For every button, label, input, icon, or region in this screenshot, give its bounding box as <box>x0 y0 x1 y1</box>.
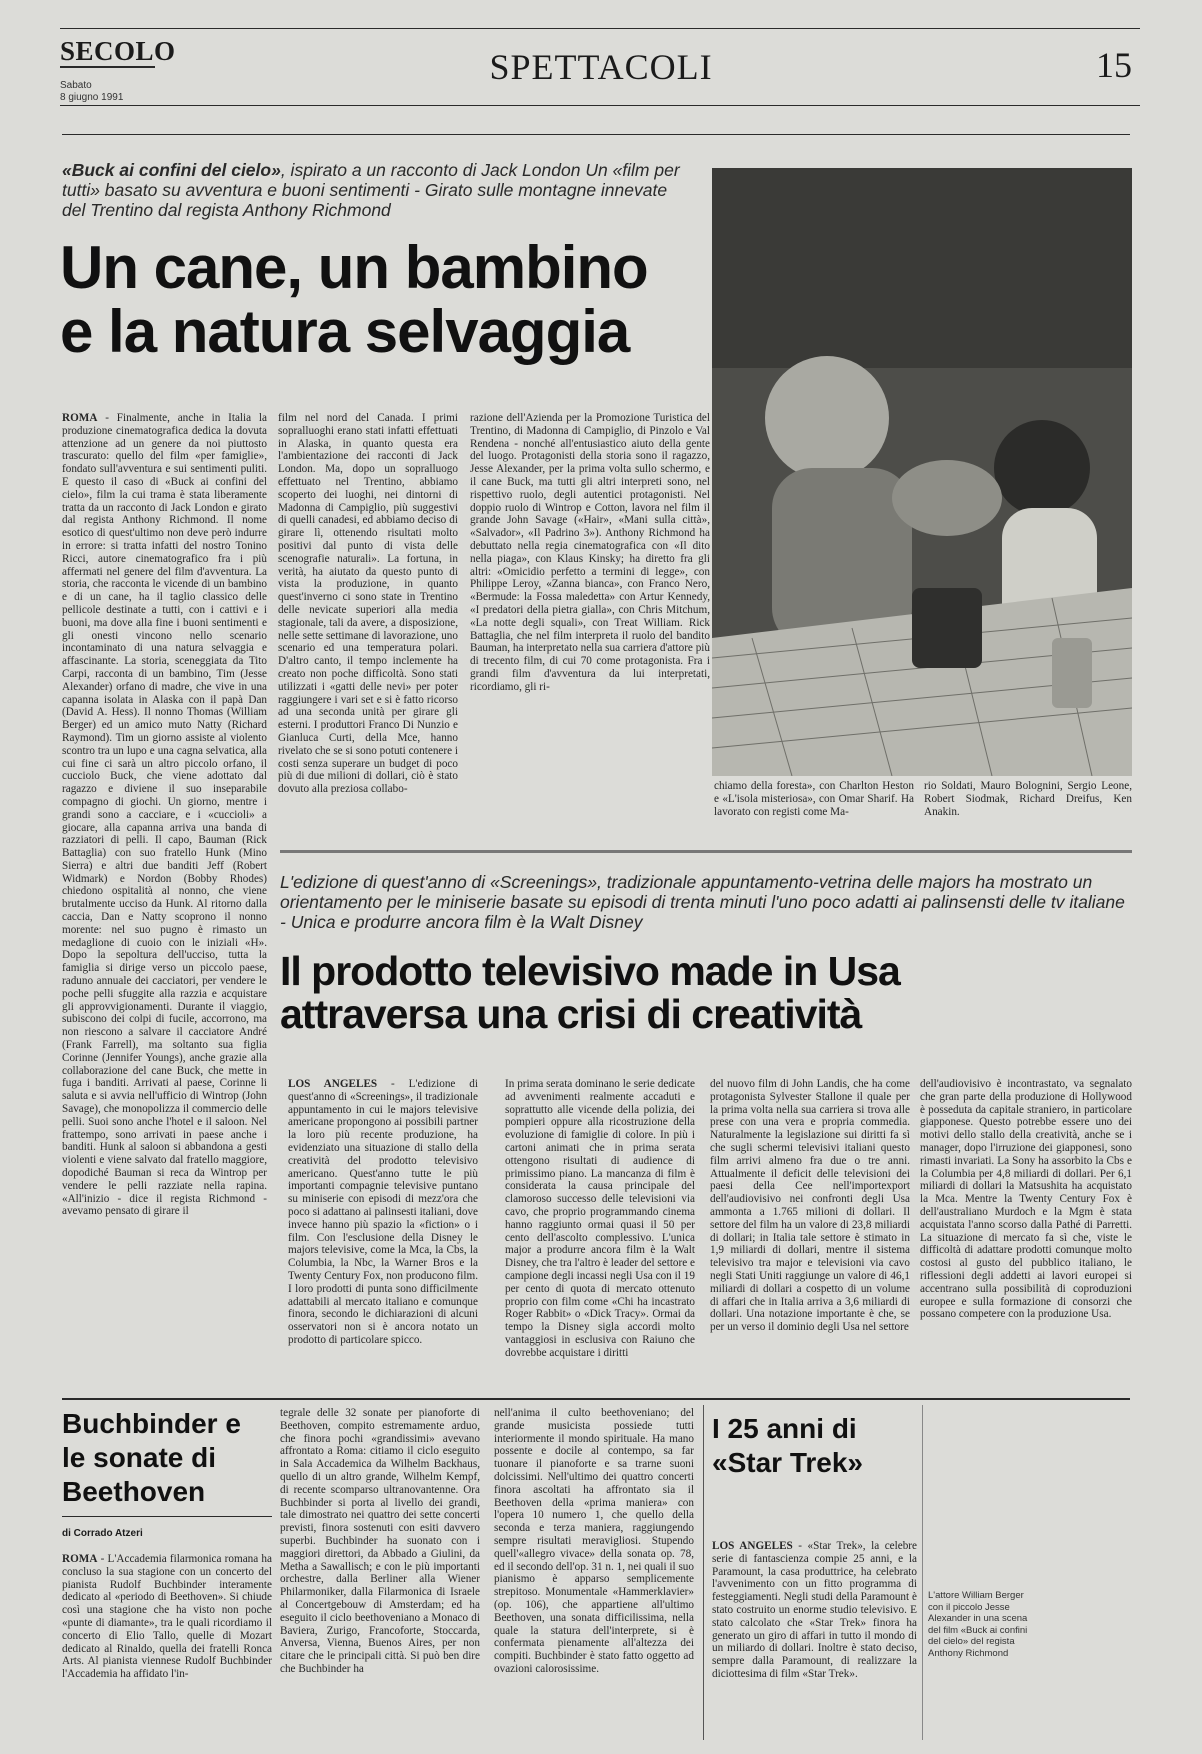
article4-column-1-text: - «Star Trek», la celebre serie di fantascienza compie 25 anni, e la Paramount, la casa produttrice, ha celebrato l'avvenimento con un fitto programma di festeggiamenti. Negli studi della Paramount è stato costruito un enorme studio televisivo. E stato calcolato che «Star Trek» finora ha generato un giro di affari in tutto il mondo di un miliardo di dollari. Inoltre è stato deciso, sempre dalla Paramount, di realizzare la diciottesima di film «Star Trek». <box>712 1540 917 1680</box>
article3-column-2: tegrale delle 32 sonate per pianoforte di Beethoven, compito estremamente arduo, che finora pochi «grandissimi» avevano affrontato a Roma: citiamo il ciclo eseguito in Sala Accademica da Wilhelm Backhaus, quello di un altro grande, Wilhelm Kempf, di recente scomparso ultranovantenne. Ora Buchbinder si porta al livello dei grandi, tale dimostrato nei quattro dei sette concerti previsti, finora sostenuti con esiti davvero superbi. Buchbinder ha suonato con i maggiori direttori, da Abbado a Giulini, da Metha a Sawallisch; e con le più importanti orchestre, dalla Berliner alla Wiener Philarmoniker, dalla Filarmonica di Israele al Concertgebouw di Amsterdam; ed ha eseguito il ciclo beethoveniano a Monaco di Baviera, Zurigo, Francoforte, Stoccarda, Anversa, Vienna, Buenos Aires, per non citare che le principali città. Si può ben dire che Buchbinder ha <box>280 1407 480 1675</box>
masthead-day: Sabato <box>60 80 92 91</box>
bottom-section-rule <box>62 1398 1130 1400</box>
article1-headline-line1: Un cane, un bambino <box>60 234 648 301</box>
article2-column-3: del nuovo film di John Landis, che ha come protagonista Sylvester Stallone il quale per la prima volta nella sua carriera si trova alle prese con una vera e propria commedia. Naturalmente la legislazione sui diritti fa sì che sugli schermi televisivi italiani questo film arrivi almeno fra due o tre anni. Attualmente il deficit delle televisioni dei paesi della Cee nell'importexport dell'audiovisivo nei confronti degli Usa ammonta a 1.765 milioni di dollari. Il settore del film ha un valore di 23,8 miliardi di dollari; in Italia tale settore è stimato in 1,9 miliardi di dollari, mentre il sistema televisivo tra major e televisioni via cavo negli Stati Uniti raggiunge un valore di 46,1 miliardi di dollari a cospetto di un volume di affari che in Italia arriva a 3,6 miliardi di dollari. Una notazione importante è che, se per un verso il dominio degli Usa nel settore <box>710 1078 910 1334</box>
article1-column-1 <box>62 412 267 1412</box>
article1-column-1-text: - Finalmente, anche in Italia la produzione cinematografica dedica la dovuta attenzione ad un genere da noi piuttosto trascurato: quello del film «per famiglie», fondato sull'avventura e sui sentimenti puliti. E questo il caso di «Buck ai confini del cielo», film la cui trama è stata liberamente tratta da un racconto di Jack London e girato dal regista Anthony Richmond. Il nome esotico di quest'ultimo non deve però indurre in errore: si tratta infatti del nostro Tonino Ricci, autore cinematografico fra i più affermati nel genere del film d'avventura. La storia, che racconta le vicende di un bambino e di un cane, ha il taglio classico delle pellicole destinate a tutti, con i cattivi e i buoni, ma dove alla fine i buoni sentimenti e gli onesti vincono nello scenario incontaminato di una natura selvaggia e affascinante. La storia, sceneggiata da Tito Carpi, racconta di un bambino, Tim (Jesse Alexander) orfano di madre, che vive in una capanna isolata in Alaska con il papà Dan (David A. Hess). Il nonno Thomas (William Berger) ed un amico muto Natty (Richard Raymond). Tim un giorno assiste al violento scontro tra un lupo e una cagna selvatica, alla cui fine ci sarà un altro piccolo orfano, il cucciolo Buck, che viene adottato dal ragazzo e diviene il suo inseparabile compagno di giochi. Un giorno, mentre i grandi sono a cacciare, e i «cuccioli» a giocare, alla capanna arriva una banda di razziatori di pelli. Il capo, Bauman (Rick Battaglia) con suo fratello Hunk (Mino Sierra) e altri due banditi Jeff (Robert Widmark) e Nordon (Bobby Rhodes) chiedono ospitalità al nonno, che viene brutalmente ucciso da Hunk. Al ritorno dalla caccia, Dan e Natty scoprono il nonno morente: nel suo pugno è rimasto un medaglione di cuoio con le iniziali «H». Dopo la sepoltura dell'ucciso, tutta la famiglia si dirige verso un piccolo paese, raduno annuale dei cacciatori, per vendere le poche pelli sfuggite alla razzia e acquistare gli approvvigionamenti. Durante il viaggio, subiscono dei colpi di fucile, accorrono, ma non riescono a salvare il cacciatore André (Frank Farrell), ma soltanto sua figlia Corinne (Jennifer Youngs), anche grazie alla collaborazione del cane Buck, che mette in fuga i banditi. Arrivati al paese, Corinne li saluta e si avvia nell'ufficio di Wintrop (John Savage), che monopolizza il commercio delle pelli. Suoi sono anche l'hotel e il saloon. Nel frattempo, sono arrivati in paese anche i banditi. Hunk al saloon si abbandona a gesti violenti e viene salvato dal fratello maggiore, dopodiché Bauman si reca da Wintrop per vendere le pelli razziate nella rapina. «All'inizio - dice il regista Richmond - avevamo pensato di girare il <box>62 412 267 1218</box>
section-title: SPETTACOLI <box>489 47 713 87</box>
star-trek-caption: L'attore William Berger con il piccolo Jesse Alexander in una scena del film «Buck ai confini del cielo» del regista Anthony Richmond <box>928 1590 1028 1659</box>
article1-column-2: film nel nord del Canada. I primi sopralluoghi erano stati infatti effettuati in Alaska, in quanto questa era l'ambientazione dei racconti di Jack London. Ma, dopo un sopralluogo effettuato nel Trentino, abbiamo scoperto dei luoghi, nei dintorni di Madonna di Campiglio, più suggestivi di quelli canadesi, ed abbiamo deciso di girare lì, ottenendo risultati molto positivi dal punto di vista delle scenografie naturali». La fortuna, in verità, ha aiutato da questo punto di vista la produzione, in quanto quest'inverno ci sono state in Trentino delle nevicate superiori alla media stagionale, tali da avere, a disposizione, nelle sette settimane di lavorazione, uno scenario ed una temperatura polari. D'altro canto, il tempo inclemente ha creato non poche difficoltà. Sono stati utilizzati i «gatti delle nevi» per poter raggiungere i vari set e si è fatto ricorso ad una seconda unità per girare gli esterni. I produttori Franco Di Nunzio e Gianluca Curti, della Mce, hanno rivelato che se si sono potuti contenere i costi senza superare un budget di poco più di due milioni di dollari, ciò è stato dovuto alla preziosa collabo- <box>278 412 458 796</box>
article3-headline: Buchbinder e le sonate di Beethoven <box>62 1408 241 1507</box>
article4-headline: I 25 anni di «Star Trek» <box>712 1413 863 1478</box>
masthead-rule <box>60 105 1140 106</box>
article1-top-rule <box>62 134 1130 135</box>
masthead-date-text: 8 giugno 1991 <box>60 92 124 103</box>
article2-column-2: In prima serata dominano le serie dedicate ad avvenimenti realmente accaduti e soprattutto alle vicende della polizia, dei pompieri oppure alla ricostruzione della evoluzione di famiglie di colore. In più i cartoni animati che in prima serata ottengono risultati di audience di primissimo piano. La mancanza di film è considerata la causa principale del clamoroso successo delle televisioni via cavo, che proprio programmando cinema hanno raggiunto ormai quasi il 50 per cento dell'ascolto complessivo. L'unica major a produrre ancora film è la Walt Disney, che tra l'altro è leader del settore e campione degli incassi negli Usa con il 19 per cento di quota di mercato ottenuto proprio con film come «Chi ha incastrato Roger Rabbit» o «Dick Tracy». Ormai da tempo la Disney sigla accordi molto vantaggiosi in esclusiva con Raiuno che dovrebbe acquistare i diritti <box>505 1078 695 1359</box>
article4-left-rule <box>703 1405 704 1740</box>
article2-top-rule <box>280 850 1132 853</box>
article1-kicker-rest: , ispirato a un racconto di Jack London Un «film per tutti» basato su avventura e buoni sentimenti - Girato sulle montagne innevate del Trentino dal regista Anthony Richmond <box>62 160 680 220</box>
article3-column-1-text: - L'Accademia filarmonica romana ha concluso la sua stagione con un concerto del pianista Rudolf Buchbinder interamente dedicato al «periodo di Beethoven». Si chiude così una stagione che ha visto non poche «punte di diamante», tra le quali ricordiamo il concerto di Elio Tallo, quelle di Mozart dedicato al Rinaldo, quella dei fratelli Ronca Arts. Al pianista viennese Rudolf Buchbinder l'Accademia ha affidato l'in- <box>62 1553 272 1681</box>
film-still-photo <box>712 168 1132 776</box>
article1-kicker-title: «Buck ai confini del cielo» <box>62 160 281 180</box>
article4-dateline: LOS ANGELES <box>712 1540 793 1552</box>
top-rule <box>60 28 1140 29</box>
article1-column-3: razione dell'Azienda per la Promozione Turistica del Trentino, di Madonna di Campiglio, di Pinzolo e Val Rendena - nonché all'entusiastico aiuto della gente del luogo. Protagonisti della storia sono il ragazzo, Jesse Alexander, per la prima volta sullo schermo, e il cane Buck, ma tutti gli altri interpreti sono, nel rispettivo ruolo, degli autentici protagonisti. Nel doppio ruolo di Wintrop e Cotton, lavora nel film il grande John Savage («Hair», «Mani sulla città», «Salvador», «Il Padrino 3»). Anthony Richmond ha debuttato nella regia cinematografica con «Il dito nella piaga», con Klaus Kinsky; ha diretto fra gli altri: «Omicidio perfetto a termini di legge», con Philippe Leroy, «Zanna bianca», con Franco Nero, «Bermude: la Fossa maledetta» con Artur Kennedy, «I predatori della pietra gialla», con Chris Mitchum, «La notte degli squali», con Treat William. Rick Battaglia, che nel film interpreta il ruolo del bandito Bauman, ha interpretato nella sua carriera d'attore più di trecento film, di cui 70 come protagonista. Fra i grandi film d'avventura da lui interpretati, ricordiamo, gli ri- <box>470 412 710 693</box>
article2-headline-line1: Il prodotto televisivo made in Usa <box>280 948 900 994</box>
masthead-logo: SECOLO <box>60 36 176 66</box>
article3-dateline: ROMA <box>62 1553 98 1565</box>
film-still-illustration <box>712 168 1132 776</box>
article4-photo-frame-left <box>922 1405 923 1740</box>
article1-headline-line2: e la natura selvaggia <box>60 297 630 365</box>
article1-dateline: ROMA <box>62 412 98 424</box>
article2-headline-line2: attraversa una crisi di creatività <box>280 991 862 1038</box>
article2-column-4: dell'audiovisivo è incontrastato, va segnalato che gran parte della produzione di Hollywood è posseduta da capitale straniero, in particolare giapponese. Questo potrebbe essere uno dei motivi dello stallo della creatività, anche se i manager, dopo l'irruzione dei giapponesi, sono rimasti invariati. La Sony ha assorbito la Cbs e la Columbia per 4,8 miliardi di dollari. Per 6,1 miliardi di dollari la Matsushita ha acquistato la Mca. Mentre la Twenty Century Fox è dell'australiano Murdoch e la Mgm è stata acquistata l'anno scorso dalla Pathé di Parretti. La situazione di mercato fa sì che, viste le difficoltà di adattare prodotti comunque molto costosi al gusto del pubblico italiano, le riflessioni degli addetti ai lavori europei si accentrano sulla possibilità di coproduzioni europee e sulla formazione di consorzi che possano competere con la produzione Usa. <box>920 1078 1132 1321</box>
article2-kicker: L'edizione di quest'anno di «Screenings», tradizionale appuntamento-vetrina delle majors ha mostrato un orientamento per le miniserie basate su episodi di trenta minuti l'uno poco adatti ai palinsensti delle tv italiane - Unica e produrre ancora film è la Walt Disney <box>280 872 1125 932</box>
article2-column-1-text: - L'edizione di quest'anno di «Screenings», il tradizionale appuntamento in cui le majors televisive americane propongono ai possibili partner la loro più recente produzione, ha evidenziato una situazione di stallo della creatività del prodotto televisivo americano. Quest'anno tutte le più importanti compagnie televisive puntano su miniserie con episodi di mezz'ora che poco si adattano ai palinsesti italiani, dove invece hanno più spazio la «fiction» o i film. Con l'esclusione della Disney le majors televisive, come la Mca, la Cbs, la Columbia, la Nbc, la Warner Bros e la Twenty Century Fox, non producono film. I loro prodotti di punta sono difficilmente adattabili al mercato italiano e comunque finora, secondo le dichiarazioni di alcuni osservatori non si è ancora notato un prodotto di particolare spicco. <box>288 1078 478 1346</box>
page-number: 15 <box>1096 45 1132 85</box>
article1-column-4: chiamo della foresta», con Charlton Heston e «L'isola misteriosa», con Omar Sharif. Ha lavorato con registi come Ma- <box>714 780 914 818</box>
article3-column-3: nell'anima il culto beethoveniano; del grande musicista possiede tutti interiormente il mondo spirituale. Ha mano possente e docile al contempo, sa far tuonare il pianoforte e sa trarne suoni dolcissimi. Nell'ultimo dei quattro concerti finora ascoltati ha affrontato sia il Beethoven della «prima maniera» con l'opera 10 numero 1, che quello della seconda e terza maniera, raggiungendo sempre risultati meravigliosi. Stupendo quell'«allegro vivace» della sonata op. 78, ed il secondo dell'op. 31 n. 1, nei quali il suo pianismo è apparso semplicemente strepitoso. Monumentale «Hammerklavier» (op. 106), che appartiene all'ultimo Beethoven, una sonata difficilissima, nella quale la statura dell'interprete, si è confermata pienamente all'altezza dei compiti. Buchbinder è stato fatto oggetto ad ovazioni calorosissime. <box>494 1407 694 1675</box>
article3-column-1 <box>62 1553 272 1743</box>
article2-headline <box>280 950 1132 1037</box>
article4-column-1 <box>712 1540 917 1740</box>
article1-headline <box>60 236 700 363</box>
article3-byline: di Corrado Atzeri <box>62 1528 143 1539</box>
article1-kicker <box>62 160 682 220</box>
article1-column-5: rio Soldati, Mauro Bolognini, Sergio Leone, Robert Siodmak, Richard Dreifus, Ken Anakin. <box>924 780 1132 818</box>
article3-headline-rule <box>62 1516 272 1517</box>
article2-column-1 <box>288 1078 478 1378</box>
article2-dateline: LOS ANGELES <box>288 1078 378 1090</box>
